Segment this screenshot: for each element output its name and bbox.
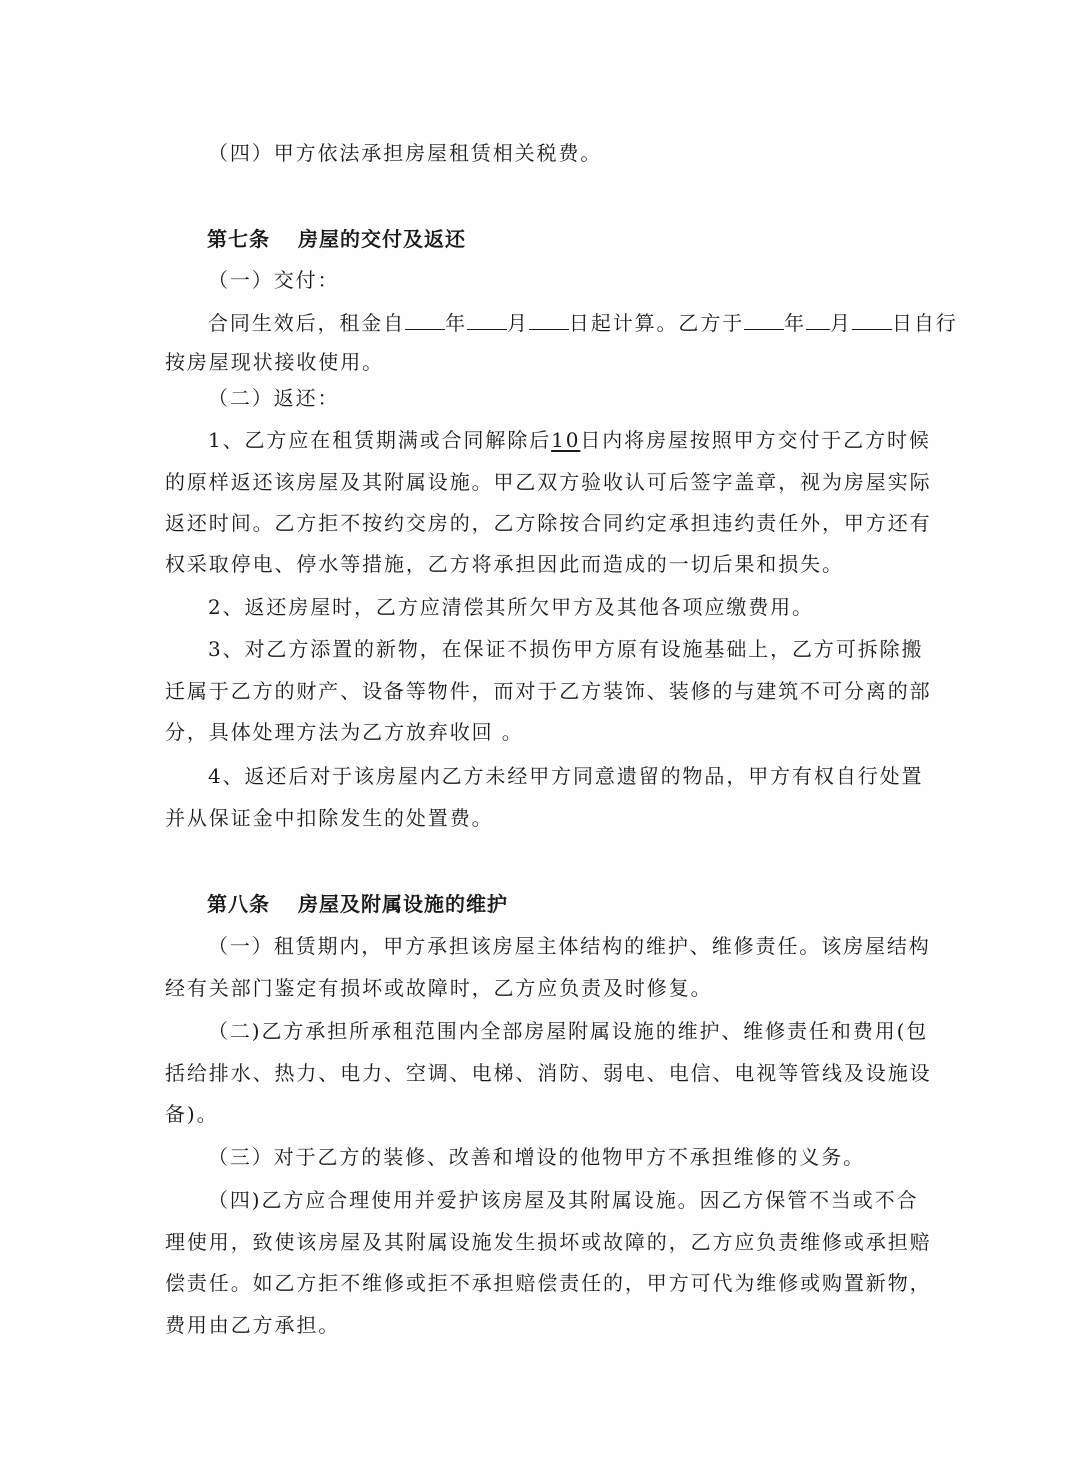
paragraph-line: 按房屋现状接收使用。 (165, 350, 384, 374)
article-title: 房屋的交付及返还 (298, 227, 466, 251)
paragraph-line: （三）对于乙方的装修、改善和增设的他物甲方不承担维修的义务。 (208, 1145, 865, 1169)
text-segment: 日自行 (891, 311, 958, 335)
paragraph-line: （一）租赁期内，甲方承担该房屋主体结构的维护、维修责任。该房屋结构 (208, 934, 931, 958)
paragraph-line: （二）返还： (208, 386, 340, 410)
text-segment: 1、乙方应在租赁期满或合同解除后 (208, 428, 552, 452)
blank-field (852, 309, 892, 330)
text-segment: 年 (445, 311, 468, 335)
paragraph-line: （一）交付： (208, 268, 340, 292)
blank-field (529, 309, 569, 330)
blank-field (467, 309, 507, 330)
blank-field (806, 309, 830, 330)
article-title: 房屋及附属设施的维护 (298, 892, 508, 916)
article-7-heading (207, 225, 466, 253)
paragraph-line: 经有关部门鉴定有损坏或故障时，乙方应负责及时修复。 (165, 976, 713, 1000)
paragraph-line: 4、返还后对于该房屋内乙方未经甲方同意遗留的物品，甲方有权自行处置 (208, 764, 924, 788)
paragraph-line-with-blanks (208, 309, 958, 337)
blank-field (405, 309, 445, 330)
paragraph-line: 括给排水、热力、电力、空调、电梯、消防、弱电、电信、电视等管线及设施设 (165, 1061, 932, 1085)
paragraph-line: 2、返还房屋时，乙方应清偿其所欠甲方及其他各项应缴费用。 (208, 595, 814, 619)
text-segment: 日内将房屋按照甲方交付于乙方时候 (580, 428, 931, 452)
paragraph-line: 3、对乙方添置的新物，在保证不损伤甲方原有设施基础上，乙方可拆除搬 (208, 637, 924, 661)
paragraph-line: 权采取停电、停水等措施，乙方将承担因此而造成的一切后果和损失。 (165, 552, 844, 576)
paragraph-line: 返还时间。乙方拒不按约交房的，乙方除按合同约定承担违约责任外，甲方还有 (165, 511, 932, 535)
paragraph-line: 分，具体处理方法为乙方放弃收回 。 (165, 720, 524, 744)
text-segment: 合同生效后，租金自 (208, 311, 406, 335)
paragraph-line: （二)乙方承担所承租范围内全部房屋附属设施的维护、维修责任和费用(包 (208, 1019, 929, 1043)
article-number: 第七条 (207, 227, 270, 251)
paragraph-line: （四）甲方依法承担房屋租赁相关税费。 (208, 141, 603, 165)
paragraph-line: 偿责任。如乙方拒不维修或拒不承担赔偿责任的，甲方可代为维修或购置新物， (165, 1271, 932, 1295)
paragraph-line: 备)。 (165, 1102, 219, 1126)
paragraph-line: （四)乙方应合理使用并爱护该房屋及其附属设施。因乙方保管不当或不合 (208, 1188, 919, 1212)
text-segment: 日起计算。乙方于 (568, 311, 745, 335)
paragraph-line: 费用由乙方承担。 (165, 1313, 341, 1337)
article-8-heading (207, 890, 508, 918)
text-segment: 年 (784, 311, 807, 335)
paragraph-line (208, 426, 931, 454)
blank-field (744, 309, 784, 330)
paragraph-line: 迁属于乙方的财产、设备等物件，而对于乙方装饰、装修的与建筑不可分离的部 (165, 679, 932, 703)
article-number: 第八条 (207, 892, 270, 916)
paragraph-line: 并从保证金中扣除发生的处置费。 (165, 806, 494, 830)
underlined-number: 10 (551, 428, 581, 452)
paragraph-line: 理使用，致使该房屋及其附属设施发生损坏或故障的，乙方应负责维修或承担赔 (165, 1230, 932, 1254)
paragraph-line: 的原样返还该房屋及其附属设施。甲乙双方验收认可后签字盖章，视为房屋实际 (165, 470, 932, 494)
text-segment: 月 (830, 311, 852, 335)
text-segment: 月 (507, 311, 529, 335)
